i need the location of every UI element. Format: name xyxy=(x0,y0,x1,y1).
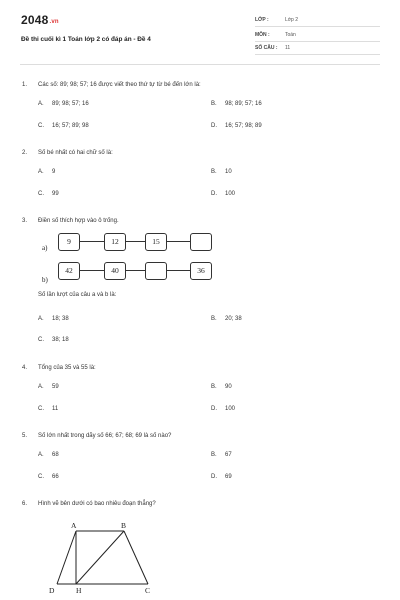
meta-count-label: SỐ CÂU : xyxy=(255,45,278,51)
option-text: 90 xyxy=(225,384,232,390)
connector-line xyxy=(124,270,145,271)
question-6-number: 6. xyxy=(22,501,28,507)
meta-subject-label: MÔN : xyxy=(255,32,270,38)
option-text: 11 xyxy=(52,406,59,412)
option-text: 16; 57; 98; 89 xyxy=(225,123,262,129)
option-text: 20; 38 xyxy=(225,316,242,322)
option-key: A. xyxy=(38,452,44,458)
option-text: 99 xyxy=(52,191,59,197)
question-2-text: Số bé nhất có hai chữ số là: xyxy=(38,150,113,156)
sequence-b-box-4: 36 xyxy=(190,262,212,280)
connector-line xyxy=(165,241,190,242)
option-key: D. xyxy=(211,406,217,412)
logo-text: 2048 xyxy=(21,13,49,27)
trapezoid-figure xyxy=(40,516,170,596)
option-text: 98; 89; 57; 16 xyxy=(225,101,262,107)
option-key: C. xyxy=(38,337,44,343)
sequence-b-label: b) xyxy=(42,276,48,284)
question-6-text: Hình vẽ bên dưới có bao nhiêu đoạn thẳng? xyxy=(38,501,156,507)
question-5-option-c[interactable] xyxy=(38,474,59,480)
option-text: 67 xyxy=(225,452,232,458)
connector-line xyxy=(165,270,190,271)
sequence-a-box-2: 12 xyxy=(104,233,126,251)
point-d-label: D xyxy=(49,586,55,595)
question-2-number: 2. xyxy=(22,150,28,156)
option-text: 69 xyxy=(225,474,232,480)
question-4-number: 4. xyxy=(22,365,28,371)
meta-subject-row xyxy=(255,31,380,42)
question-4-text: Tổng của 35 và 55 là: xyxy=(38,365,96,371)
point-a-label: A xyxy=(71,521,77,530)
question-2-option-a[interactable] xyxy=(38,169,55,175)
sequence-a-box-1: 9 xyxy=(58,233,80,251)
question-2-option-d[interactable] xyxy=(211,191,235,197)
question-3-text: Điền số thích hợp vào ô trống. xyxy=(38,218,119,224)
option-key: A. xyxy=(38,101,44,107)
option-key: C. xyxy=(38,191,44,197)
meta-count-row xyxy=(255,44,380,55)
question-1-option-d[interactable] xyxy=(211,123,262,129)
option-text: 9 xyxy=(52,169,56,175)
question-3-option-c[interactable] xyxy=(38,337,69,343)
option-text: 59 xyxy=(52,384,59,390)
option-text: 100 xyxy=(225,406,236,412)
logo-suffix: .vn xyxy=(49,19,59,25)
meta-class-label: LỚP : xyxy=(255,17,269,23)
sequence-b-box-2: 40 xyxy=(104,262,126,280)
question-1-option-a[interactable] xyxy=(38,101,89,107)
connector-line xyxy=(78,241,104,242)
meta-count-value: 11 xyxy=(285,45,291,51)
site-logo[interactable] xyxy=(21,13,59,27)
option-text: 100 xyxy=(225,191,236,197)
option-key: C. xyxy=(38,406,44,412)
meta-subject-value: Toán xyxy=(285,32,296,38)
question-3-subtext: Số lần lượt của câu a và b là: xyxy=(38,292,117,298)
option-key: B. xyxy=(211,452,217,458)
sequence-b-box-1: 42 xyxy=(58,262,80,280)
option-key: D. xyxy=(211,191,217,197)
option-key: B. xyxy=(211,316,217,322)
option-key: B. xyxy=(211,384,217,390)
option-text: 66 xyxy=(52,474,59,480)
question-2-option-c[interactable] xyxy=(38,191,59,197)
segment-ad xyxy=(57,531,76,584)
question-4-option-a[interactable] xyxy=(38,384,59,390)
option-key: A. xyxy=(38,316,44,322)
option-text: 38; 18 xyxy=(52,337,69,343)
segment-bh xyxy=(76,531,124,584)
sequence-a-box-3: 15 xyxy=(145,233,167,251)
segment-bc xyxy=(124,531,148,584)
option-key: D. xyxy=(211,474,217,480)
connector-line xyxy=(78,270,104,271)
question-1-option-b[interactable] xyxy=(211,101,262,107)
question-2-option-b[interactable] xyxy=(211,169,232,175)
meta-class-row xyxy=(255,16,380,27)
question-3-option-a[interactable] xyxy=(38,316,69,322)
question-3-number: 3. xyxy=(22,218,28,224)
question-4-option-d[interactable] xyxy=(211,406,235,412)
option-key: C. xyxy=(38,123,44,129)
sequence-a-blank-box[interactable] xyxy=(190,233,212,251)
question-1-option-c[interactable] xyxy=(38,123,89,129)
header-divider xyxy=(20,64,380,65)
option-key: A. xyxy=(38,169,44,175)
option-text: 16; 57; 89; 98 xyxy=(52,123,89,129)
sequence-b-blank-box[interactable] xyxy=(145,262,167,280)
point-c-label: C xyxy=(145,586,151,595)
option-text: 18; 38 xyxy=(52,316,69,322)
option-key: B. xyxy=(211,169,217,175)
point-b-label: B xyxy=(121,521,127,530)
question-1-number: 1. xyxy=(22,82,28,88)
option-key: A. xyxy=(38,384,44,390)
option-text: 68 xyxy=(52,452,59,458)
question-1-text: Các số: 89; 98; 57; 16 được viết theo thứ tự từ bé đến lớn là: xyxy=(38,82,201,88)
sequence-a-label: a) xyxy=(42,244,48,252)
option-key: C. xyxy=(38,474,44,480)
option-key: D. xyxy=(211,123,217,129)
option-text: 89; 98; 57; 16 xyxy=(52,101,89,107)
question-4-option-c[interactable] xyxy=(38,406,58,412)
question-5-option-b[interactable] xyxy=(211,452,232,458)
question-5-option-d[interactable] xyxy=(211,474,232,480)
question-4-option-b[interactable] xyxy=(211,384,232,390)
option-text: 10 xyxy=(225,169,232,175)
question-5-option-a[interactable] xyxy=(38,452,59,458)
question-3-option-b[interactable] xyxy=(211,316,242,322)
point-h-label: H xyxy=(76,586,82,595)
connector-line xyxy=(124,241,145,242)
question-5-text: Số lớn nhất trong dãy số 66; 67; 68; 69 là số nào? xyxy=(38,433,172,439)
option-key: B. xyxy=(211,101,217,107)
document-title: Đề thi cuối kì 1 Toán lớp 2 có đáp án - Đề 4 xyxy=(21,36,151,43)
meta-class-value: Lớp 2 xyxy=(285,17,299,23)
question-5-number: 5. xyxy=(22,433,28,439)
